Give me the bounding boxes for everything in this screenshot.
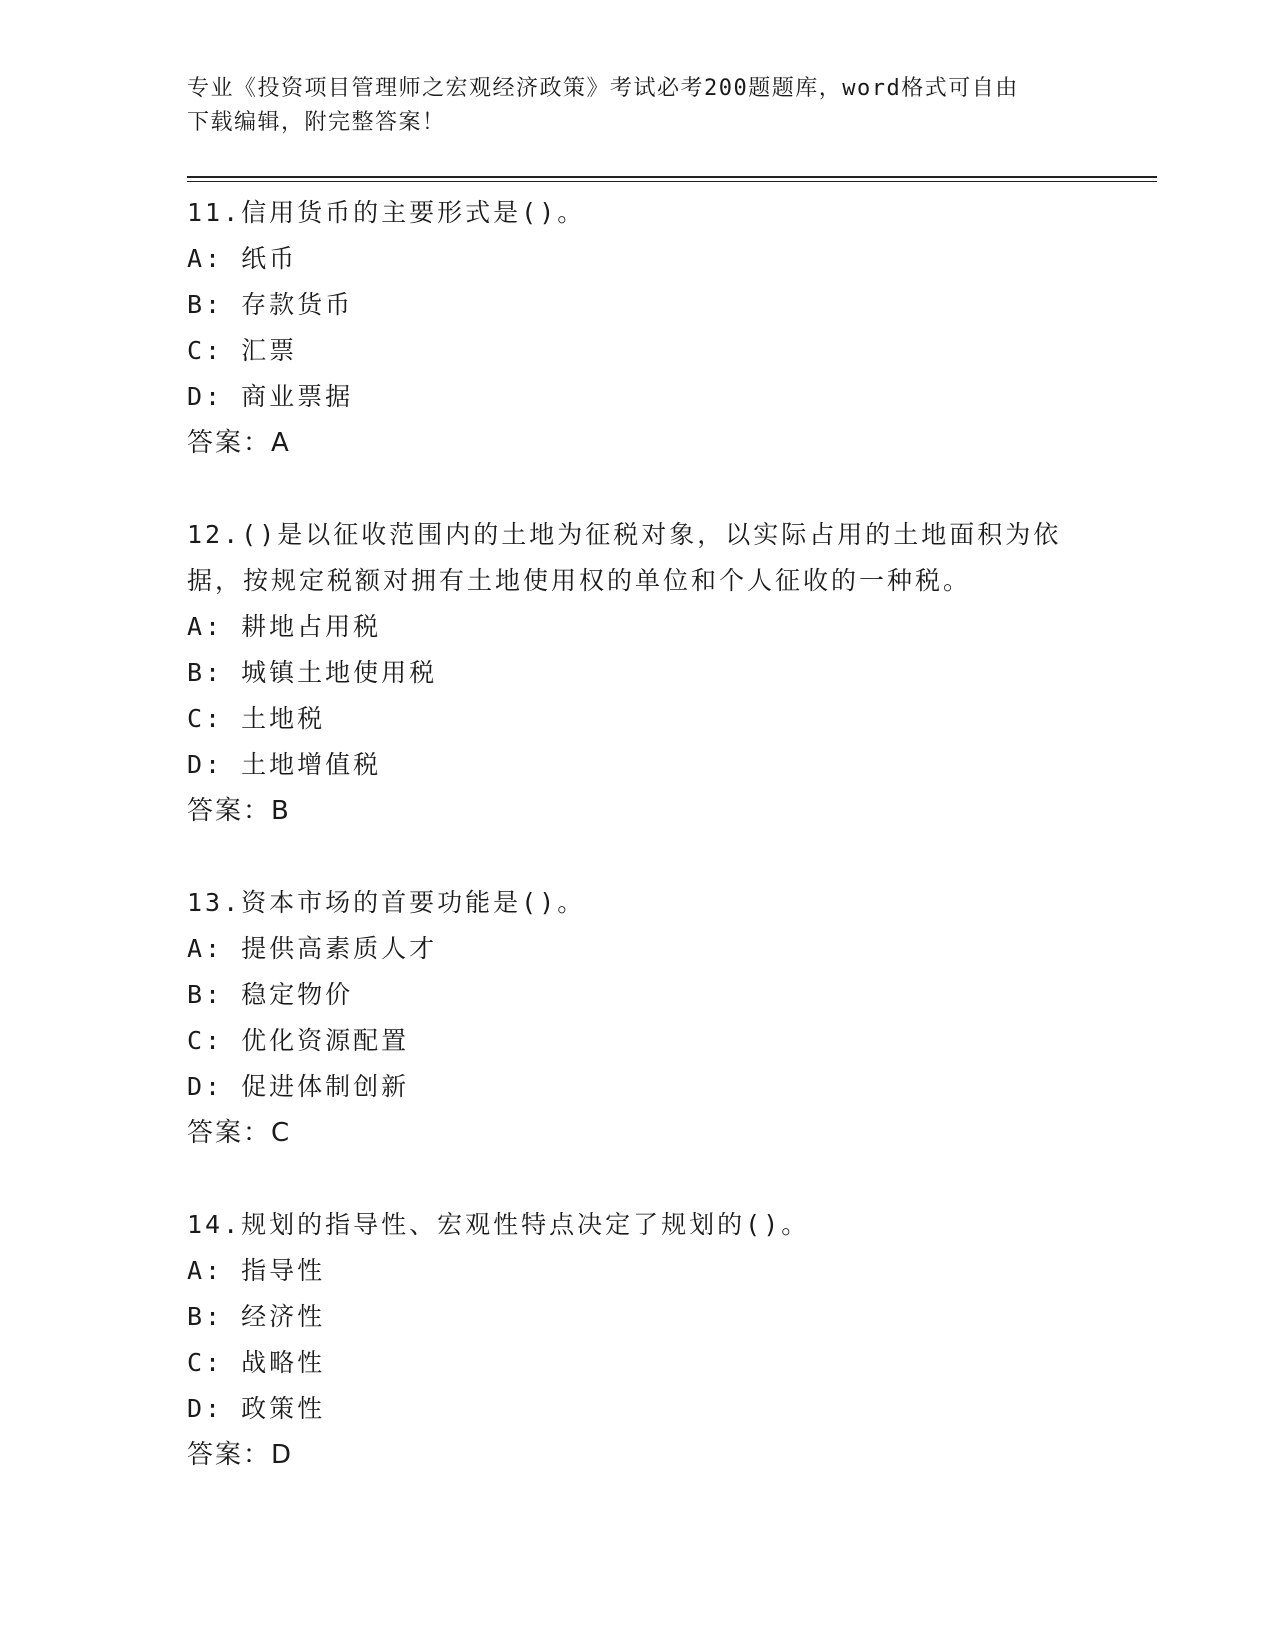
option-d: D: 土地增值税	[187, 750, 382, 779]
question-stem: 12.()是以征收范围内的土地为征税对象，以实际占用的土地面积为依	[187, 520, 1062, 549]
option-b: B: 稳定物价	[187, 980, 354, 1009]
question-11	[187, 190, 1087, 466]
header-line-1: 专业《投资项目管理师之宏观经济政策》考试必考200题题库，word格式可自由	[187, 76, 1019, 101]
answer: 答案：A	[187, 428, 291, 458]
header-divider-thin	[187, 181, 1157, 182]
option-b: B: 经济性	[187, 1302, 326, 1331]
answer: 答案：D	[187, 1440, 294, 1470]
question-stem: 14.规划的指导性、宏观性特点决定了规划的()。	[187, 1210, 810, 1239]
option-c: C: 优化资源配置	[187, 1026, 410, 1055]
answer: 答案：C	[187, 1118, 292, 1148]
option-d: D: 促进体制创新	[187, 1072, 410, 1101]
question-list	[187, 190, 1087, 1478]
question-stem-continued: 据，按规定税额对拥有土地使用权的单位和个人征收的一种税。	[187, 566, 972, 595]
option-c: C: 汇票	[187, 336, 298, 365]
answer: 答案：B	[187, 796, 291, 826]
option-b: B: 存款货币	[187, 290, 354, 319]
option-b: B: 城镇土地使用税	[187, 658, 438, 687]
question-13	[187, 880, 1087, 1156]
option-c: C: 土地税	[187, 704, 326, 733]
option-a: A: 耕地占用税	[187, 612, 382, 641]
option-d: D: 政策性	[187, 1394, 326, 1423]
option-d: D: 商业票据	[187, 382, 354, 411]
option-c: C: 战略性	[187, 1348, 326, 1377]
option-a: A: 提供高素质人才	[187, 934, 438, 963]
question-stem: 11.信用货币的主要形式是()。	[187, 198, 586, 227]
document-header	[187, 72, 1067, 140]
option-a: A: 纸币	[187, 244, 298, 273]
question-14	[187, 1202, 1087, 1478]
option-a: A: 指导性	[187, 1256, 326, 1285]
question-12	[187, 512, 1087, 834]
header-divider-thick	[187, 176, 1157, 178]
header-line-2: 下载编辑，附完整答案！	[187, 110, 446, 135]
question-stem: 13.资本市场的首要功能是()。	[187, 888, 586, 917]
